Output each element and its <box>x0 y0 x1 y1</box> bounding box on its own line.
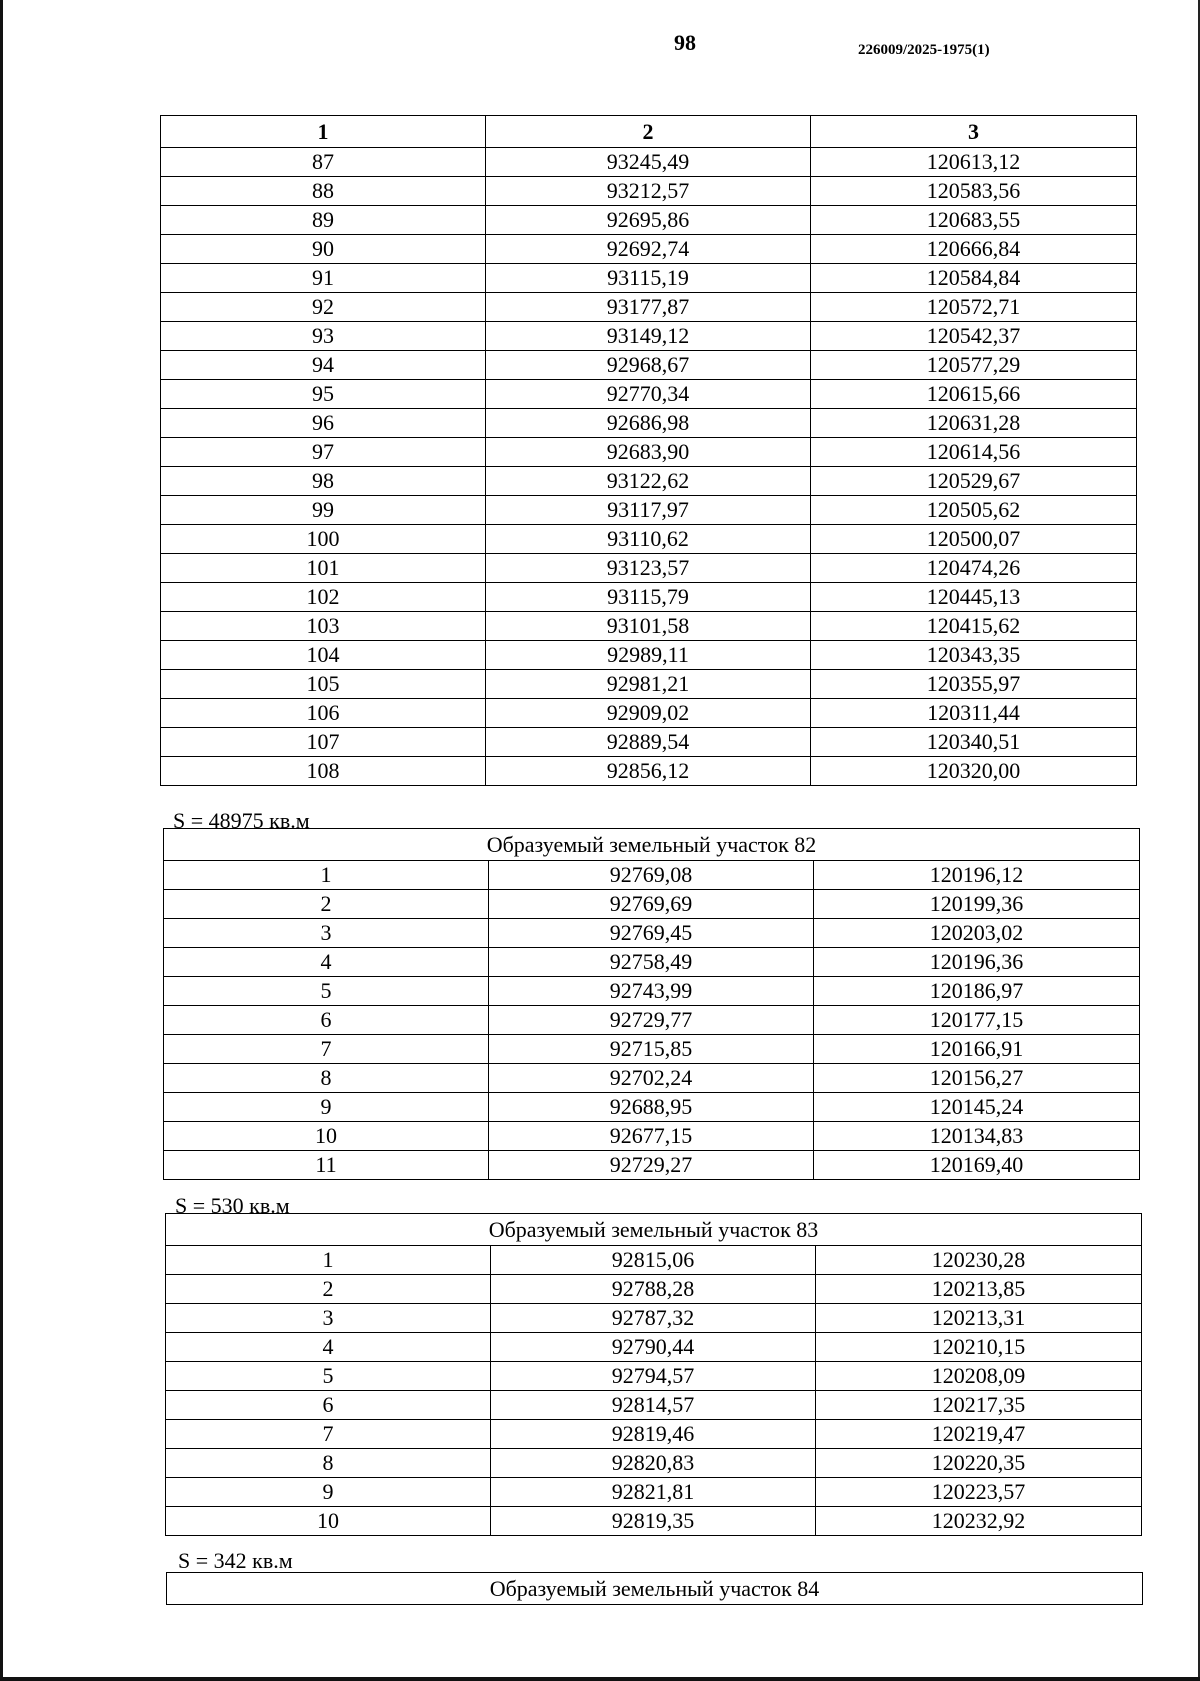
point-number: 7 <box>166 1420 491 1449</box>
table-row <box>164 1064 1140 1093</box>
x-coordinate: 93115,19 <box>486 264 811 293</box>
point-number: 94 <box>161 351 486 380</box>
y-coordinate: 120210,15 <box>816 1333 1142 1362</box>
area-label: S = 342 кв.м <box>178 1548 293 1573</box>
y-coordinate: 120199,36 <box>814 890 1140 919</box>
y-coordinate: 120615,66 <box>811 380 1137 409</box>
table-row <box>164 1035 1140 1064</box>
point-number: 5 <box>166 1362 491 1391</box>
point-number: 108 <box>161 757 486 786</box>
table-row <box>161 235 1137 264</box>
y-coordinate: 120156,27 <box>814 1064 1140 1093</box>
point-number: 7 <box>164 1035 489 1064</box>
x-coordinate: 92692,74 <box>486 235 811 264</box>
point-number: 92 <box>161 293 486 322</box>
point-number: 6 <box>166 1391 491 1420</box>
table-row <box>164 890 1140 919</box>
y-coordinate: 120219,47 <box>816 1420 1142 1449</box>
x-coordinate: 93101,58 <box>486 612 811 641</box>
x-coordinate: 92683,90 <box>486 438 811 467</box>
y-coordinate: 120355,97 <box>811 670 1137 699</box>
table-row <box>161 757 1137 786</box>
document-id: 226009/2025-1975(1) <box>858 42 990 58</box>
point-number: 9 <box>166 1478 491 1507</box>
x-coordinate: 92787,32 <box>491 1304 816 1333</box>
column-header: 1 <box>161 116 486 148</box>
point-number: 11 <box>164 1151 489 1180</box>
table-row <box>166 1275 1142 1304</box>
point-number: 3 <box>164 919 489 948</box>
x-coordinate: 92758,49 <box>489 948 814 977</box>
point-number: 10 <box>164 1122 489 1151</box>
y-coordinate: 120683,55 <box>811 206 1137 235</box>
point-number: 1 <box>164 861 489 890</box>
y-coordinate: 120196,36 <box>814 948 1140 977</box>
y-coordinate: 120213,85 <box>816 1275 1142 1304</box>
point-number: 90 <box>161 235 486 264</box>
y-coordinate: 120415,62 <box>811 612 1137 641</box>
y-coordinate: 120500,07 <box>811 525 1137 554</box>
plot-title-row <box>167 1573 1143 1605</box>
column-header: 2 <box>486 116 811 148</box>
table-row <box>161 641 1137 670</box>
point-number: 3 <box>166 1304 491 1333</box>
x-coordinate: 92968,67 <box>486 351 811 380</box>
table-row <box>164 977 1140 1006</box>
y-coordinate: 120584,84 <box>811 264 1137 293</box>
point-number: 4 <box>164 948 489 977</box>
scan-edge-bottom <box>0 1677 1200 1681</box>
x-coordinate: 92770,34 <box>486 380 811 409</box>
point-number: 96 <box>161 409 486 438</box>
table-row <box>166 1449 1142 1478</box>
x-coordinate: 92769,69 <box>489 890 814 919</box>
y-coordinate: 120614,56 <box>811 438 1137 467</box>
table-row <box>164 1151 1140 1180</box>
table-row <box>166 1333 1142 1362</box>
x-coordinate: 92686,98 <box>486 409 811 438</box>
y-coordinate: 120340,51 <box>811 728 1137 757</box>
table-row <box>161 177 1137 206</box>
x-coordinate: 93115,79 <box>486 583 811 612</box>
y-coordinate: 120196,12 <box>814 861 1140 890</box>
point-number: 98 <box>161 467 486 496</box>
y-coordinate: 120320,00 <box>811 757 1137 786</box>
y-coordinate: 120134,83 <box>814 1122 1140 1151</box>
table-row <box>164 1093 1140 1122</box>
point-number: 9 <box>164 1093 489 1122</box>
table-row <box>161 438 1137 467</box>
point-number: 99 <box>161 496 486 525</box>
point-number: 102 <box>161 583 486 612</box>
x-coordinate: 92889,54 <box>486 728 811 757</box>
y-coordinate: 120445,13 <box>811 583 1137 612</box>
y-coordinate: 120631,28 <box>811 409 1137 438</box>
point-number: 88 <box>161 177 486 206</box>
table-row <box>166 1478 1142 1507</box>
x-coordinate: 92729,77 <box>489 1006 814 1035</box>
y-coordinate: 120529,67 <box>811 467 1137 496</box>
area-label: S = 48975 кв.м <box>173 808 310 833</box>
table-row <box>164 919 1140 948</box>
scan-edge-left <box>0 0 3 1681</box>
table-row <box>161 409 1137 438</box>
table-row <box>164 948 1140 977</box>
y-coordinate: 120169,40 <box>814 1151 1140 1180</box>
point-number: 1 <box>166 1246 491 1275</box>
x-coordinate: 93149,12 <box>486 322 811 351</box>
point-number: 100 <box>161 525 486 554</box>
table-row <box>161 699 1137 728</box>
x-coordinate: 92821,81 <box>491 1478 816 1507</box>
plot-84-table <box>166 1572 1143 1605</box>
table-row <box>161 380 1137 409</box>
x-coordinate: 93122,62 <box>486 467 811 496</box>
table-row <box>166 1246 1142 1275</box>
x-coordinate: 93123,57 <box>486 554 811 583</box>
point-number: 8 <box>166 1449 491 1478</box>
point-number: 101 <box>161 554 486 583</box>
x-coordinate: 92790,44 <box>491 1333 816 1362</box>
x-coordinate: 92814,57 <box>491 1391 816 1420</box>
table-row <box>164 1122 1140 1151</box>
table-row <box>166 1304 1142 1333</box>
point-number: 91 <box>161 264 486 293</box>
x-coordinate: 92794,57 <box>491 1362 816 1391</box>
y-coordinate: 120220,35 <box>816 1449 1142 1478</box>
point-number: 95 <box>161 380 486 409</box>
point-number: 10 <box>166 1507 491 1536</box>
point-number: 105 <box>161 670 486 699</box>
plot-82-table <box>163 828 1140 1180</box>
x-coordinate: 92989,11 <box>486 641 811 670</box>
point-number: 103 <box>161 612 486 641</box>
table-row <box>166 1362 1142 1391</box>
x-coordinate: 92909,02 <box>486 699 811 728</box>
point-number: 6 <box>164 1006 489 1035</box>
x-coordinate: 92702,24 <box>489 1064 814 1093</box>
y-coordinate: 120203,02 <box>814 919 1140 948</box>
point-number: 107 <box>161 728 486 757</box>
plot-title-row <box>164 829 1140 861</box>
y-coordinate: 120343,35 <box>811 641 1137 670</box>
x-coordinate: 93245,49 <box>486 148 811 177</box>
table-row <box>161 351 1137 380</box>
point-number: 97 <box>161 438 486 467</box>
x-coordinate: 92695,86 <box>486 206 811 235</box>
x-coordinate: 92819,46 <box>491 1420 816 1449</box>
point-number: 87 <box>161 148 486 177</box>
y-coordinate: 120166,91 <box>814 1035 1140 1064</box>
plot-title: Образуемый земельный участок 84 <box>167 1573 1143 1605</box>
table-row <box>161 206 1137 235</box>
point-number: 8 <box>164 1064 489 1093</box>
y-coordinate: 120613,12 <box>811 148 1137 177</box>
x-coordinate: 92743,99 <box>489 977 814 1006</box>
table-row <box>161 583 1137 612</box>
area-label: S = 530 кв.м <box>175 1193 290 1218</box>
x-coordinate: 92769,08 <box>489 861 814 890</box>
x-coordinate: 92856,12 <box>486 757 811 786</box>
y-coordinate: 120577,29 <box>811 351 1137 380</box>
x-coordinate: 93212,57 <box>486 177 811 206</box>
y-coordinate: 120177,15 <box>814 1006 1140 1035</box>
y-coordinate: 120666,84 <box>811 235 1137 264</box>
table-row <box>161 670 1137 699</box>
table-row <box>161 496 1137 525</box>
x-coordinate: 92688,95 <box>489 1093 814 1122</box>
point-number: 2 <box>164 890 489 919</box>
x-coordinate: 92820,83 <box>491 1449 816 1478</box>
plot-title-row <box>166 1214 1142 1246</box>
point-number: 106 <box>161 699 486 728</box>
x-coordinate: 93177,87 <box>486 293 811 322</box>
y-coordinate: 120572,71 <box>811 293 1137 322</box>
y-coordinate: 120583,56 <box>811 177 1137 206</box>
table-row <box>161 554 1137 583</box>
table-row <box>164 861 1140 890</box>
y-coordinate: 120208,09 <box>816 1362 1142 1391</box>
point-number: 104 <box>161 641 486 670</box>
x-coordinate: 92815,06 <box>491 1246 816 1275</box>
y-coordinate: 120217,35 <box>816 1391 1142 1420</box>
table-row <box>166 1420 1142 1449</box>
y-coordinate: 120474,26 <box>811 554 1137 583</box>
table-header-row <box>161 116 1137 148</box>
page-number: 98 <box>674 30 696 55</box>
y-coordinate: 120232,92 <box>816 1507 1142 1536</box>
table-row <box>161 293 1137 322</box>
x-coordinate: 92788,28 <box>491 1275 816 1304</box>
coordinates-table <box>160 115 1137 786</box>
plot-title: Образуемый земельный участок 83 <box>166 1214 1142 1246</box>
point-number: 5 <box>164 977 489 1006</box>
point-number: 2 <box>166 1275 491 1304</box>
y-coordinate: 120505,62 <box>811 496 1137 525</box>
x-coordinate: 92819,35 <box>491 1507 816 1536</box>
point-number: 93 <box>161 322 486 351</box>
y-coordinate: 120223,57 <box>816 1478 1142 1507</box>
table-row <box>161 612 1137 641</box>
table-row <box>161 148 1137 177</box>
x-coordinate: 92729,27 <box>489 1151 814 1180</box>
table-row <box>164 1006 1140 1035</box>
plot-83-table <box>165 1213 1142 1536</box>
y-coordinate: 120145,24 <box>814 1093 1140 1122</box>
y-coordinate: 120542,37 <box>811 322 1137 351</box>
plot-title: Образуемый земельный участок 82 <box>164 829 1140 861</box>
table-row <box>161 467 1137 496</box>
point-number: 4 <box>166 1333 491 1362</box>
x-coordinate: 92769,45 <box>489 919 814 948</box>
y-coordinate: 120186,97 <box>814 977 1140 1006</box>
point-number: 89 <box>161 206 486 235</box>
x-coordinate: 92981,21 <box>486 670 811 699</box>
table-row <box>161 322 1137 351</box>
y-coordinate: 120230,28 <box>816 1246 1142 1275</box>
table-row <box>161 728 1137 757</box>
x-coordinate: 92677,15 <box>489 1122 814 1151</box>
x-coordinate: 93110,62 <box>486 525 811 554</box>
column-header: 3 <box>811 116 1137 148</box>
y-coordinate: 120311,44 <box>811 699 1137 728</box>
table-row <box>161 264 1137 293</box>
table-row <box>161 525 1137 554</box>
x-coordinate: 93117,97 <box>486 496 811 525</box>
x-coordinate: 92715,85 <box>489 1035 814 1064</box>
y-coordinate: 120213,31 <box>816 1304 1142 1333</box>
table-row <box>166 1391 1142 1420</box>
table-row <box>166 1507 1142 1536</box>
